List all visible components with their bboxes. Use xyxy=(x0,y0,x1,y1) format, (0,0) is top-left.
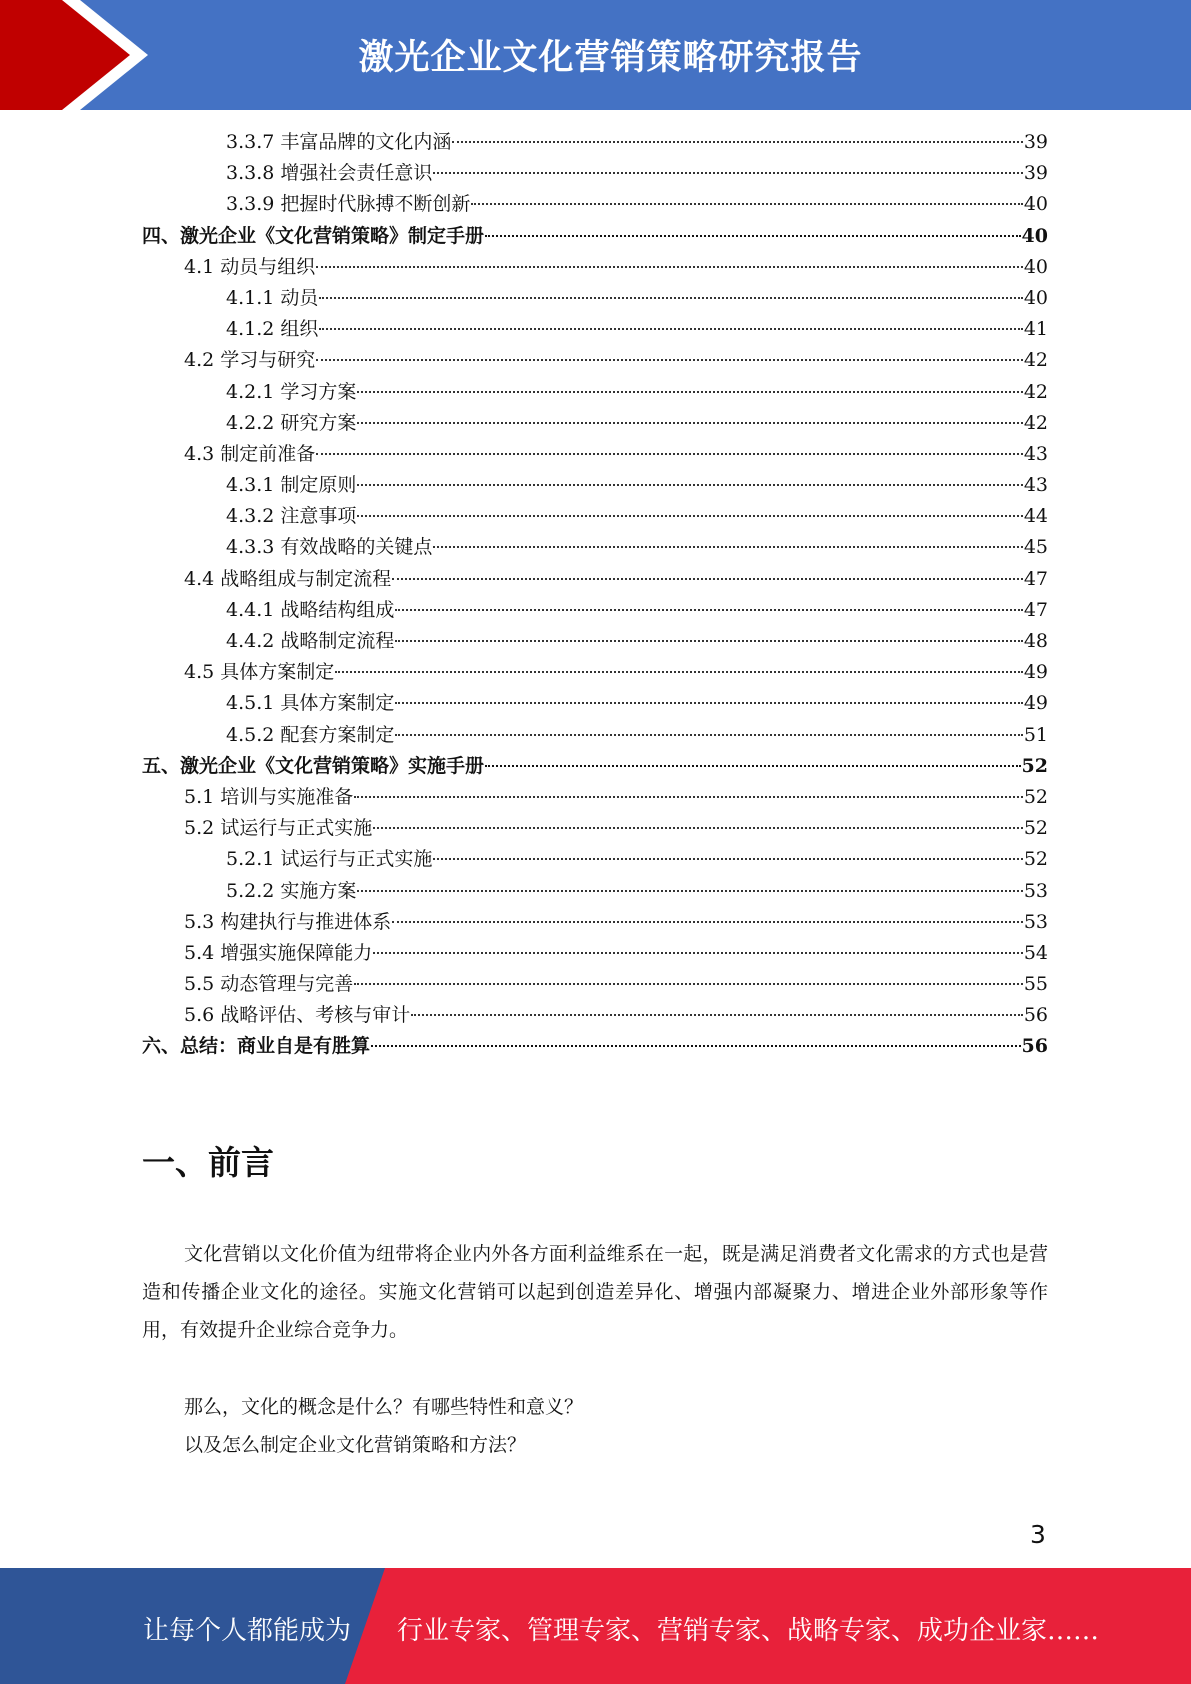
toc-entry-label: 4.5.1 具体方案制定 xyxy=(226,692,395,715)
table-of-contents xyxy=(142,127,1048,1063)
toc-dot-leader xyxy=(354,796,1023,798)
toc-entry[interactable] xyxy=(142,189,1048,220)
toc-entry-label: 5.2.1 试运行与正式实施 xyxy=(226,848,433,871)
section-heading: 一、前言 xyxy=(142,1143,274,1182)
toc-dot-leader xyxy=(354,983,1023,985)
toc-entry-label: 5.2 试运行与正式实施 xyxy=(184,817,373,840)
toc-entry-page: 48 xyxy=(1023,630,1048,652)
toc-dot-leader xyxy=(485,765,1021,767)
toc-entry-page: 44 xyxy=(1023,505,1048,528)
toc-entry-page: 42 xyxy=(1023,349,1048,372)
toc-dot-leader xyxy=(319,297,1022,299)
toc-entry-label: 4.2 学习与研究 xyxy=(184,349,316,372)
toc-entry-page: 40 xyxy=(1023,255,1048,278)
toc-entry-label: 4.3.1 制定原则 xyxy=(226,474,357,497)
toc-entry-page: 52 xyxy=(1023,848,1048,871)
toc-entry[interactable] xyxy=(142,782,1048,813)
toc-dot-leader xyxy=(357,515,1022,517)
toc-entry-page: 53 xyxy=(1023,879,1048,902)
toc-entry-page: 54 xyxy=(1023,941,1048,964)
question-line-2: 以及怎么制定企业文化营销策略和方法？ xyxy=(184,1434,527,1456)
toc-entry-label: 五、激光企业《文化营销策略》实施手册 xyxy=(142,754,485,777)
toc-entry[interactable] xyxy=(142,813,1048,844)
toc-dot-leader xyxy=(395,702,1022,704)
toc-dot-leader xyxy=(395,640,1022,642)
toc-entry[interactable] xyxy=(142,751,1048,782)
toc-entry-label: 4.1 动员与组织 xyxy=(184,255,316,278)
toc-entry[interactable] xyxy=(142,876,1048,907)
toc-dot-leader xyxy=(371,1045,1021,1047)
toc-entry-page: 49 xyxy=(1023,661,1048,684)
toc-entry-label: 六、总结：商业自是有胜算 xyxy=(142,1035,371,1058)
toc-dot-leader xyxy=(411,1014,1023,1016)
toc-dot-leader xyxy=(357,391,1022,393)
toc-entry[interactable] xyxy=(142,720,1048,751)
toc-entry[interactable] xyxy=(142,688,1048,719)
toc-entry-label: 3.3.9 把握时代脉搏不断创新 xyxy=(226,193,471,216)
toc-dot-leader xyxy=(433,858,1022,860)
question-line-1: 那么，文化的概念是什么？有哪些特性和意义？ xyxy=(184,1396,584,1418)
toc-entry-page: 47 xyxy=(1023,598,1048,621)
toc-entry-label: 4.3.2 注意事项 xyxy=(226,505,357,528)
toc-dot-leader xyxy=(392,921,1023,923)
toc-entry[interactable] xyxy=(142,1000,1048,1031)
toc-dot-leader xyxy=(373,952,1023,954)
toc-entry-label: 5.1 培训与实施准备 xyxy=(184,785,354,808)
toc-dot-leader xyxy=(395,734,1022,736)
toc-dot-leader xyxy=(373,827,1023,829)
toc-entry-page: 49 xyxy=(1023,692,1048,715)
toc-entry-label: 4.5 具体方案制定 xyxy=(184,661,335,684)
toc-entry[interactable] xyxy=(142,470,1048,501)
toc-dot-leader xyxy=(357,422,1022,424)
toc-entry-label: 5.4 增强实施保障能力 xyxy=(184,941,373,964)
toc-entry-page: 56 xyxy=(1023,1004,1048,1027)
toc-entry-page: 39 xyxy=(1023,131,1048,153)
toc-entry-page: 51 xyxy=(1023,723,1048,746)
toc-entry-label: 5.2.2 实施方案 xyxy=(226,879,357,902)
toc-entry-label: 4.4 战略组成与制定流程 xyxy=(184,567,392,590)
toc-entry-page: 47 xyxy=(1023,567,1048,590)
toc-entry[interactable] xyxy=(142,657,1048,688)
toc-entry-label: 4.3 制定前准备 xyxy=(184,442,316,465)
toc-entry-label: 4.2.2 研究方案 xyxy=(226,411,357,434)
toc-entry-page: 39 xyxy=(1023,162,1048,185)
toc-entry-page: 42 xyxy=(1023,411,1048,434)
toc-entry-label: 4.1.2 组织 xyxy=(226,318,319,341)
header-title: 激光企业文化营销策略研究报告 xyxy=(358,38,863,78)
toc-entry-label: 四、激光企业《文化营销策略》制定手册 xyxy=(142,224,485,247)
toc-entry[interactable] xyxy=(142,408,1048,439)
toc-entry-label: 4.1.1 动员 xyxy=(226,286,319,309)
toc-entry-label: 4.3.3 有效战略的关键点 xyxy=(226,536,433,559)
toc-entry[interactable] xyxy=(142,345,1048,376)
toc-dot-leader xyxy=(357,890,1022,892)
toc-entry[interactable] xyxy=(142,938,1048,969)
toc-entry-label: 4.4.1 战略结构组成 xyxy=(226,598,395,621)
toc-dot-leader xyxy=(316,453,1023,455)
toc-dot-leader xyxy=(433,546,1022,548)
page-footer xyxy=(0,1568,1191,1684)
toc-entry-label: 4.4.2 战略制定流程 xyxy=(226,630,395,652)
toc-entry[interactable] xyxy=(142,564,1048,595)
toc-entry-page: 52 xyxy=(1023,785,1048,808)
toc-dot-leader xyxy=(395,609,1022,611)
intro-paragraph: 文化营销以文化价值为纽带将企业内外各方面利益维系在一起，既是满足消费者文化需求的方式也是营造和传播企业文化的途径。实施文化营销可以起到创造差异化、增强内部凝聚力、增进企业外部形象等作用，有效提升企业综合竞争力。 xyxy=(142,1243,1048,1341)
toc-entry-page: 52 xyxy=(1023,817,1048,840)
toc-entry[interactable] xyxy=(142,127,1048,158)
toc-entry-page: 43 xyxy=(1023,442,1048,465)
toc-dot-leader xyxy=(316,266,1023,268)
toc-dot-leader xyxy=(392,578,1023,580)
toc-entry-page: 43 xyxy=(1023,474,1048,497)
toc-dot-leader xyxy=(452,141,1022,143)
toc-entry[interactable] xyxy=(142,221,1048,252)
toc-entry-page: 52 xyxy=(1021,754,1048,777)
toc-entry[interactable] xyxy=(142,844,1048,875)
toc-entry-page: 42 xyxy=(1023,380,1048,403)
toc-entry-page: 40 xyxy=(1021,224,1048,247)
toc-dot-leader xyxy=(316,359,1023,361)
toc-entry[interactable] xyxy=(142,595,1048,626)
toc-entry-page: 53 xyxy=(1023,910,1048,933)
toc-entry[interactable] xyxy=(142,969,1048,1000)
footer-slogan-left: 让每个人都能成为 xyxy=(143,1616,352,1646)
toc-entry-label: 3.3.7 丰富品牌的文化内涵 xyxy=(226,131,452,153)
footer-slogan-right: 行业专家、管理专家、营销专家、战略专家、成功企业家…… xyxy=(397,1616,1100,1646)
toc-entry-label: 5.6 战略评估、考核与审计 xyxy=(184,1004,411,1027)
toc-entry-page: 55 xyxy=(1023,973,1048,996)
toc-entry[interactable] xyxy=(142,501,1048,532)
toc-entry-page: 41 xyxy=(1023,318,1048,341)
toc-entry[interactable] xyxy=(142,1031,1048,1062)
toc-entry[interactable] xyxy=(142,314,1048,345)
toc-entry[interactable] xyxy=(142,439,1048,470)
toc-entry[interactable] xyxy=(142,626,1048,657)
toc-entry[interactable] xyxy=(142,158,1048,189)
toc-entry[interactable] xyxy=(142,252,1048,283)
page-header xyxy=(0,0,1191,110)
page-number: 3 xyxy=(1030,1520,1046,1549)
toc-dot-leader xyxy=(357,484,1022,486)
toc-entry-page: 56 xyxy=(1021,1035,1048,1058)
toc-entry-page: 45 xyxy=(1023,536,1048,559)
toc-dot-leader xyxy=(319,328,1022,330)
toc-entry-label: 4.5.2 配套方案制定 xyxy=(226,723,395,746)
toc-entry-label: 5.5 动态管理与完善 xyxy=(184,973,354,996)
toc-dot-leader xyxy=(471,203,1022,205)
toc-entry[interactable] xyxy=(142,907,1048,938)
toc-entry[interactable] xyxy=(142,532,1048,563)
toc-entry[interactable] xyxy=(142,377,1048,408)
toc-entry-page: 40 xyxy=(1023,286,1048,309)
toc-dot-leader xyxy=(485,235,1021,237)
toc-entry-page: 40 xyxy=(1023,193,1048,216)
toc-entry-label: 4.2.1 学习方案 xyxy=(226,380,357,403)
toc-dot-leader xyxy=(335,671,1023,673)
toc-dot-leader xyxy=(433,172,1022,174)
toc-entry[interactable] xyxy=(142,283,1048,314)
toc-entry-label: 3.3.8 增强社会责任意识 xyxy=(226,162,433,185)
toc-entry-label: 5.3 构建执行与推进体系 xyxy=(184,910,392,933)
